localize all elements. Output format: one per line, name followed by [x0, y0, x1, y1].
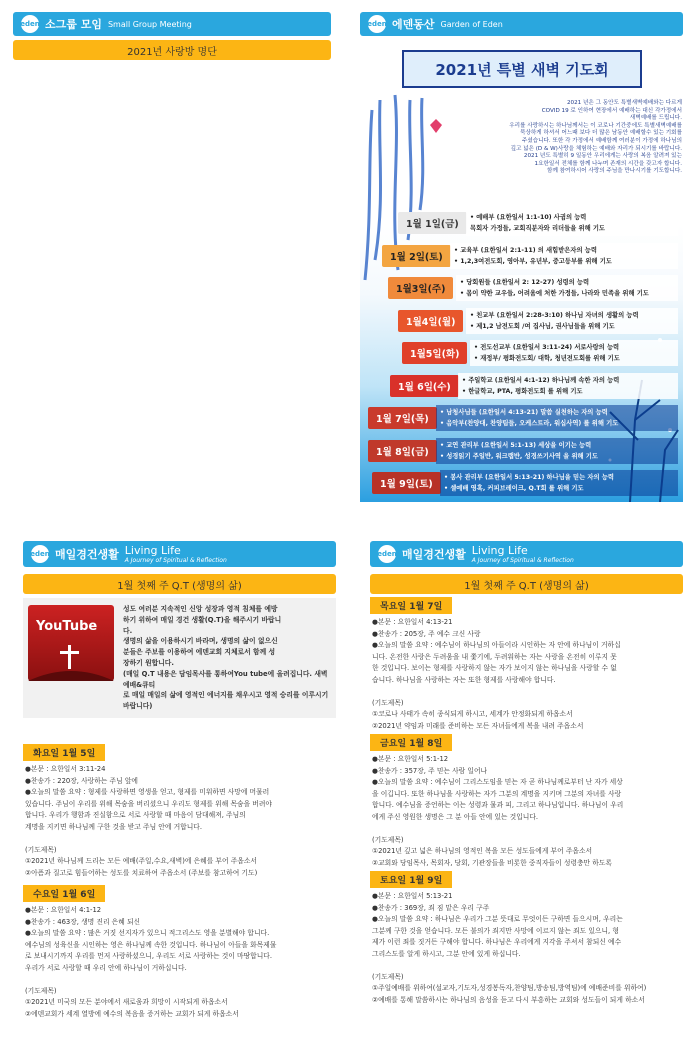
qt-line: ②예배를 통해 말씀하시는 하나님의 음성을 듣고 다시 부흥하는 교회와 성도들이 되게 하소서 [372, 995, 645, 1004]
text-line: 하기 위하여 매일 경건 생활(Q.T)을 해주시기 바랍니 [123, 615, 282, 624]
living-life-header [370, 541, 683, 567]
header-subtitle: Small Group Meeting [107, 19, 192, 29]
prayer-day-line: • 재정부/ 평화전도회/ 대학, 청년전도회를 위해 기도 [474, 355, 620, 362]
roster-bar: 2021년 사랑방 명단 [13, 40, 331, 60]
qt-day-body [372, 617, 684, 732]
text-line: (매일 Q.T 내용은 담임목사를 통하여You tube에 올려집니다. 새벽예배&큐티 [123, 669, 328, 689]
qt-line: ②에덴교회가 세계 열방에 예수의 복음을 증거하는 교회가 되게 하옵소서 [25, 1009, 239, 1018]
prayer-poster [360, 40, 683, 502]
text-line: 생명의 삶을 이용하시기 바라며, 생명의 삶이 없으신 [123, 637, 278, 646]
qt-line: ●본문 : 요한일서 5:1-12 [372, 755, 449, 763]
text-line: 묵상하게 하셔서 어느때 보다 더 많은 남동안 예배할수 있는 기회를 [520, 130, 682, 137]
qt-day-heading: 화요일 1월 5일 [23, 744, 105, 761]
text-line: 성도 여러분 지속적인 신앙 성장과 영적 침체를 예방 [123, 605, 278, 613]
qt-line: 습니다. 하나님을 사랑하는 자는 또한 형제를 사랑해야 합니다. [372, 675, 556, 684]
qt-line: ●오늘의 말씀 요약 : 예수님이 하나님의 아들이라 시인하는 자 안에 하나님이 거하십 [372, 641, 621, 649]
qt-line: 우리가 서로 사랑할 때 우리 안에 하나님이 거하십니다. [25, 963, 187, 972]
qt-day-heading: 금요일 1월 8일 [370, 734, 452, 751]
text-line: COVID 19 로 인하여 현장에서 예배하는 대신 각가정에서 [541, 107, 682, 114]
prayer-day-label: 1월 9일(토) [372, 472, 441, 494]
prayer-day-line: • 주일학교 (요한일서 4:1-12) 하나님께 속한 자의 능력 [462, 376, 620, 384]
text-line: 로 매일 매일의 삶에 영적인 에너지를 채우시고 영적 승리를 이루시기 바랍니다) [123, 691, 329, 711]
living-life-header [23, 541, 336, 567]
prayer-day-detail [466, 308, 678, 334]
header-tagline: A Journey of Spiritual & Reflection [471, 557, 574, 564]
qt-line: ①2021년 미국의 모든 분야에서 새로움과 희망이 시작되게 하옵소서 [25, 998, 228, 1006]
prayer-day-line: • 한글학교, PTA, 평화전도회 를 위해 기도 [462, 387, 583, 395]
qt-line: ①2021년 깊고 넓은 하나님의 영적인 복을 모든 성도들에게 부어 주옵소서 [372, 847, 593, 855]
header-title: 매일경건생활 [55, 548, 119, 561]
prayer-day-label: 1월 1일(금) [398, 212, 467, 234]
qt-line: (기도제목) [372, 972, 404, 981]
prayer-day-detail [450, 243, 678, 269]
qt-line [372, 960, 684, 971]
prayer-day-label: 1월 6일(수) [390, 375, 459, 397]
banner: 2021년 특별 새벽 기도회 [402, 50, 642, 88]
prayer-day-line: • 교연 관리부 (요한일서 5:1-13) 세상을 이기는 능력 [440, 441, 592, 449]
prayer-day-line: • 1,2,3여전도회, 영아부, 유년부, 중고등부를 위해 기도 [454, 257, 612, 265]
text-line: 우리를 사랑하시는 하나님께서는 이 코로나 기간중에도 특별새벽예배를 [509, 122, 682, 129]
prayer-day-line: 목회자 가정들, 교회직분자와 리더들을 위해 기도 [470, 225, 606, 232]
qt-line: ●본문 : 요한일서 3:11-24 [25, 765, 106, 773]
text-line: 분들은 주보를 이용하여 에덴교회 지체로서 함께 성 [123, 648, 276, 657]
text-line: 다. [123, 626, 133, 635]
header-title: 매일경건생활 [402, 548, 466, 561]
prayer-day-detail [436, 405, 678, 431]
text-line: 깊고 넓은 (D & W)사랑을 체험하는 예배와 자리가 되시기를 바랍니다. [510, 145, 682, 152]
qt-day-body [372, 754, 684, 869]
qt-line: ●오늘의 말씀 요약 : 형제를 사랑하면 영생을 얻고, 형제를 미워하면 사망에 머물러 [25, 788, 270, 796]
qt-line: ①코로나 사태가 속히 종식되게 하시고, 세계가 안정화되게 하옵소서 [372, 710, 573, 718]
qt-line: ●오늘의 말씀 요약 : 많은 거짓 선지자가 있으니 적그리스도 영을 분별해야 합니다. [25, 929, 270, 937]
prayer-day-detail [456, 275, 678, 301]
qt-line: ●본문 : 요한일서 4:13-21 [372, 618, 453, 626]
prayer-day-label: 1월 2일(토) [382, 245, 451, 267]
qt-line: ①주일예배를 위하여(설교자,기도자,성경봉독자,찬양팀,방송팀,방역팀)에 예배준비를 위하여) [372, 984, 647, 992]
qt-line: ②2021년 약임과 미래를 준비하는 모든 자녀들에게 복을 내려 주옵소서 [372, 721, 584, 730]
prayer-day-label: 1월3일(주) [388, 277, 453, 299]
qt-line: 계명을 지키면 하나님께 구한 것을 받고 주님 안에 거합니다. [25, 822, 203, 831]
prayer-day-detail [466, 210, 678, 236]
prayer-day-line: • 교육부 (요한일서 2:1-11) 의 새힘받은자의 능력 [454, 246, 597, 254]
prayer-day-line: • 몸이 약한 교우들, 어려움에 처한 가정들, 나라와 민족을 위해 기도 [460, 290, 649, 297]
qt-line: 예수님의 성육신을 시인하는 영은 하나님께 속한 것입니다. 하나님이 아들을 화목제물 [25, 940, 277, 949]
header-subtitle: Living Life [471, 544, 528, 557]
eden-header [360, 12, 683, 36]
eden-logo-icon: eden [31, 545, 49, 563]
youtube-logo: YouTube [36, 619, 98, 634]
prayer-day-detail [470, 340, 678, 366]
qt-week-bar: 1월 첫째 주 Q.T (생명의 삶) [23, 574, 336, 594]
prayer-day-label: 1월5일(화) [402, 342, 467, 364]
qt-line [372, 823, 684, 834]
qt-line [25, 833, 337, 844]
qt-line: (기도제목) [25, 845, 57, 854]
youtube-thumbnail [28, 605, 114, 681]
qt-line [372, 686, 684, 697]
qt-line: 에게 주신 영원한 생명은 그 분 아들 안에 있는 것입니다. [372, 812, 539, 821]
qt-line: ●찬송가 : 357장, 주 믿는 사람 일어나 [372, 766, 488, 775]
header-subtitle: Living Life [124, 544, 181, 557]
qt-line: 을 이깁니다. 또한 하나님을 사랑하는 자가 그분의 계명을 지키며 그분의 자녀를 사랑 [372, 789, 622, 798]
text-line: 2021 년은 그 동안도 특별새벽예배와는 다르게 [567, 100, 682, 106]
header-subtitle-block [472, 544, 574, 564]
header-title: 에덴동산 [392, 18, 435, 31]
prayer-day-line: • 봉사 관리부 (요한일서 5:13-21) 하나님을 믿는 자의 능력 [444, 474, 614, 481]
qt-line: 로 보내시기까지 우리를 먼저 사랑하셨으니, 우리도 서로 사랑하는 것이 마땅합니다. [25, 952, 273, 960]
qt-day-body [25, 905, 337, 1020]
qt-line: 니다. 온전한 사랑은 두려움을 내 쫓기에, 두려워하는 자는 사랑을 온전히 이루지 못 [372, 652, 617, 661]
qt-line: ②아픔과 질고로 힘들어하는 성도를 치료하여 주옵소서 (주보를 참고하여 기도) [25, 868, 258, 877]
qt-line: ②교회와 당임목사, 목회자, 당회, 기관장들을 비롯한 중직자들이 성령충만 하도록 [372, 858, 612, 867]
text-line: 장하기 원합니다. [123, 658, 174, 667]
text-line: 새벽예배를 드립니다. [629, 115, 682, 122]
qt-day-heading: 목요일 1월 7일 [370, 597, 452, 614]
qt-line: 그리스도를 알게 하시고, 그분 안에 있게 하십니다. [372, 949, 521, 958]
qt-day-body [372, 891, 684, 1006]
qt-line: ●오늘의 말씀 요약 : 예수님이 그리스도임을 믿는 자 곧 하나님께로부터 난 자가 세상 [372, 778, 623, 786]
qt-line: ●찬송가 : 220장, 사랑하는 주님 앞에 [25, 776, 138, 785]
prayer-day-label: 1월4일(월) [398, 310, 463, 332]
qt-day-heading: 수요일 1월 6일 [23, 885, 105, 902]
header-subtitle-block [125, 544, 227, 564]
eden-logo-icon: eden [368, 15, 386, 33]
qt-line: ●본문 : 요한일서 4:1-12 [25, 906, 102, 914]
text-line: 함께 참여하시어 사랑의 주님을 만나시기를 기도합니다. [547, 168, 682, 175]
eden-logo-icon: eden [378, 545, 396, 563]
qt-line: 합니다. 우리가 행함과 진실함으로 서로 사랑할 때 마음이 담대해져, 주님의 [25, 811, 246, 819]
qt-line: ●찬송가 : 369장, 죄 짐 맡은 우리 구주 [372, 903, 490, 912]
prayer-day-detail [440, 470, 678, 496]
qt-line: 한 것입니다. 보이는 형제를 사랑하지 않는 자가 보이지 않는 하나님을 사랑할 수 없 [372, 664, 617, 672]
qt-day-heading: 토요일 1월 9일 [370, 871, 452, 888]
header-title: 소그룹 모임 [45, 18, 102, 31]
qt-line: ●찬송가 : 463장, 생명 진리 은혜 되신 [25, 917, 141, 926]
qt-line: (기도제목) [372, 835, 404, 844]
header-tagline: A Journey of Spiritual & Reflection [124, 557, 227, 564]
qt-line: ①2021년 하나님께 드리는 모든 예배(주일,수요,새벽)에 은혜를 부어 주옵소서 [25, 857, 257, 865]
prayer-day-line: • 셀예배 영혹, 커피브레이크, Q.T회 를 위해 기도 [444, 485, 584, 492]
eden-logo-icon: eden [21, 15, 39, 33]
prayer-day-line: • 당회원들 (요한일서 2: 12-27) 성령의 능력 [460, 279, 590, 286]
small-group-header [13, 12, 331, 36]
prayer-day-line: • 제1,2 남전도회 /여 집사님, 권사님들을 위해 기도 [470, 322, 615, 330]
prayer-day-detail [458, 373, 678, 399]
text-line: 1요한일서 전체를 함께 나누며 존재의 시간을 갖고자 합니다. [534, 160, 682, 167]
prayer-day-label: 1월 7일(목) [368, 407, 437, 429]
prayer-day-line: • 전도선교부 (요한일서 3:11-24) 서로사랑의 능력 [474, 344, 620, 351]
qt-week-bar: 1월 첫째 주 Q.T (생명의 삶) [370, 574, 683, 594]
prayer-day-line: • 예배부 (요한일서 1:1-10) 사귐의 능력 [470, 214, 587, 221]
prayer-day-line: • 음악부(찬양대, 찬양팀들, 오케스트라, 워십사역) 를 위해 기도 [440, 420, 619, 427]
prayer-day-line: • 성경읽기 주일반, 워크랩반, 성경쓰기사역 을 위해 기도 [440, 452, 598, 460]
text-line: 주셨습니다. 또한 각 가정에서 예배함께 여러분이 가정에 하나님의 [521, 137, 682, 144]
qt-line: 있습니다. 주님이 우리를 위해 목숨을 버리셨으니 우리도 형제를 위해 목숨을 버려야 [25, 799, 273, 808]
prayer-day-detail [436, 438, 678, 464]
cross-icon [28, 641, 114, 681]
prayer-day-label: 1월 8일(금) [368, 440, 437, 462]
qt-line: (기도제목) [25, 986, 57, 995]
qt-line: 제가 이런 죄를 짓거든 구해야 합니다. 하나님은 우리에게 지각을 주셔서 참되신 예수 [372, 938, 622, 946]
header-subtitle: Garden of Eden [440, 19, 503, 29]
intro-text [420, 100, 682, 176]
qt-line: 합니다. 예수님을 증언하는 이는 성령과 물과 피, 그리고 하나님입니다. 하나님이 우리 [372, 801, 624, 809]
prayer-day-line: • 남청사님들 (요한일서 4:13-21) 말씀 실천하는 자의 능력 [440, 409, 608, 416]
text-line: 2021 년도 특별히 9 일동안 우리에게는 사랑의 복음 알려져 있는 [523, 153, 682, 160]
prayer-day-line: • 친교부 (요한일서 2:28-3:10) 하나님 자녀의 생활의 능력 [470, 311, 639, 319]
qt-line [25, 974, 337, 985]
youtube-promo-box [23, 598, 336, 718]
qt-line: 그분께 구한 것을 얻습니다. 모든 불의가 죄지만 사망에 이르지 않는 죄도 있으니, 형 [372, 926, 619, 935]
qt-line: ●본문 : 요한일서 5:13-21 [372, 892, 453, 900]
qt-line: ●찬송가 : 205장, 주 예수 크신 사랑 [372, 629, 481, 638]
promo-text [123, 604, 333, 712]
qt-day-body [25, 764, 337, 879]
qt-line: (기도제목) [372, 698, 404, 707]
qt-line: ●오늘의 말씀 요약 : 하나님은 우리가 그분 뜻대로 무엇이든 구하면 들으시며, 우리는 [372, 915, 623, 923]
